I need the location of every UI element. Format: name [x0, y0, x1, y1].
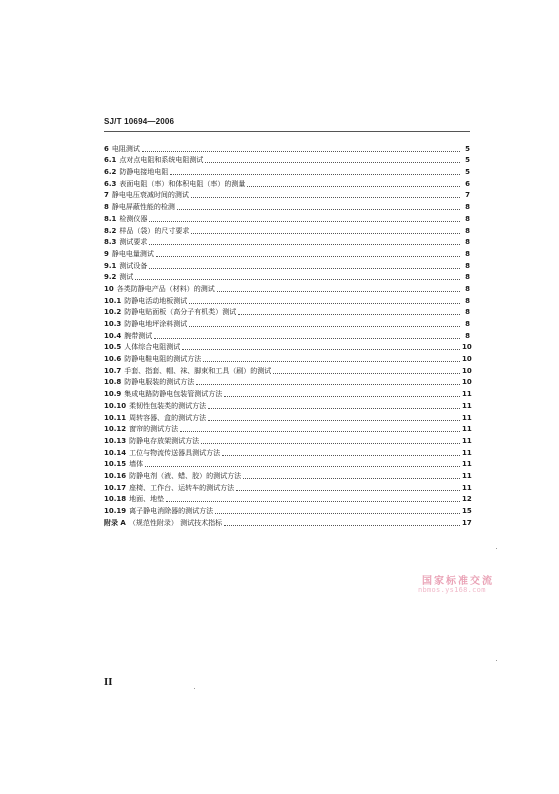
toc-entry-title: 各类防静电产品（材料）的测试	[116, 284, 215, 293]
toc-leader-dots	[203, 360, 460, 362]
toc-leader-dots	[135, 278, 460, 280]
toc-leader-dots	[224, 524, 460, 526]
toc-leader-dots	[196, 383, 460, 385]
toc-entry-page: 10	[462, 366, 472, 375]
toc-entry-number: 10.14	[104, 448, 127, 457]
toc-leader-dots	[238, 313, 460, 315]
scan-speck	[496, 548, 497, 549]
toc-leader-dots	[208, 419, 460, 421]
toc-entry-title: 静电电压衰减时间的测试	[111, 191, 189, 200]
toc-entry[interactable]	[104, 352, 470, 364]
toc-entry[interactable]	[104, 387, 470, 399]
toc-leader-dots	[149, 243, 460, 245]
toc-leader-dots	[224, 395, 460, 397]
toc-entry-title: 测试要求	[119, 238, 148, 247]
toc-entry-title: 工位与物流传送器具测试方法	[129, 448, 221, 457]
toc-entry-number: 8	[104, 203, 109, 212]
toc-entry-number: 6.3	[104, 179, 117, 188]
toc-entry-page: 8	[465, 273, 470, 282]
toc-entry-title: 防静电鞋电阻的测试方法	[124, 355, 202, 364]
toc-entry-page: 8	[465, 284, 470, 293]
toc-entry[interactable]	[104, 306, 470, 318]
toc-entry-number: 10.16	[104, 471, 127, 480]
toc-entry-page: 8	[465, 203, 470, 212]
toc-leader-dots	[205, 161, 460, 163]
toc-entry-title: 测试	[119, 273, 134, 282]
toc-entry-title: 电阻测试	[111, 144, 140, 153]
toc-entry-title: 防静电服装的测试方法	[124, 378, 195, 387]
toc-entry-title: 检测仪器	[119, 214, 148, 223]
toc-entry-page: 8	[465, 214, 470, 223]
toc-entry-page: 8	[465, 320, 470, 328]
toc-entry-page: 8	[465, 249, 470, 258]
toc-entry[interactable]	[104, 481, 470, 493]
toc-entry[interactable]	[104, 458, 470, 470]
toc-leader-dots	[166, 500, 460, 502]
header-rule	[104, 131, 470, 132]
toc-entry[interactable]	[104, 446, 470, 458]
toc-entry-number: 10.19	[104, 507, 127, 515]
toc-leader-dots	[180, 430, 460, 432]
toc-entry-page: 5	[465, 156, 470, 165]
toc-entry-title: 地面、地垫	[129, 495, 165, 504]
toc-entry-title: 防静电剂（液、蜡、胶）的测试方法	[129, 471, 242, 480]
toc-entry-title: 样品（袋）的尺寸要求	[119, 226, 190, 235]
toc-entry-title: 座椅、工作台、运转车的测试方法	[129, 483, 235, 492]
toc-entry-number: 6	[104, 144, 109, 153]
toc-entry-number: 9.2	[104, 273, 117, 282]
toc-entry-title: 静电电量测试	[111, 249, 154, 258]
toc-entry-number: 10.17	[104, 483, 127, 492]
toc-entry[interactable]	[104, 376, 470, 388]
toc-entry-number: 10.10	[104, 401, 127, 410]
toc-entry[interactable]	[104, 516, 470, 528]
toc-entry-title: 静电屏蔽性能的检测	[111, 203, 175, 212]
toc-entry[interactable]	[104, 399, 470, 411]
toc-entry-page: 11	[462, 390, 472, 399]
toc-entry-number: 10.15	[104, 460, 127, 469]
toc-entry-page: 10	[462, 355, 472, 364]
toc-leader-dots	[142, 150, 460, 152]
toc-entry[interactable]	[104, 165, 470, 177]
toc-entry-title: 集成电路防静电包装管测试方法	[124, 390, 223, 399]
toc-entry-page: 11	[462, 460, 472, 469]
toc-entry[interactable]	[104, 154, 470, 166]
toc-entry-number: 6.1	[104, 156, 117, 165]
toc-entry-title: 墙体	[129, 460, 144, 469]
toc-entry-number: 9.1	[104, 261, 117, 270]
toc-entry-number: 9	[104, 249, 109, 258]
toc-entry-page: 8	[465, 238, 470, 247]
toc-entry[interactable]	[104, 142, 470, 154]
toc-entry-number: 10.6	[104, 355, 122, 364]
toc-entry-title: 腕带测试	[124, 331, 153, 340]
toc-leader-dots	[189, 325, 460, 327]
toc-entry-title: 人体综合电阻测试	[124, 343, 181, 352]
standard-code-header: SJ/T 10694—2006	[104, 117, 175, 126]
toc-entry-page: 7	[465, 191, 470, 200]
toc-entry-title: 防静电活动地板测试	[124, 296, 188, 305]
toc-entry-page: 10	[462, 378, 472, 387]
toc-entry-page: 8	[465, 296, 470, 305]
toc-entry-page: 11	[462, 448, 472, 457]
toc-entry-page: 11	[462, 413, 472, 422]
toc-entry-title: 防静电地坪涂料测试	[124, 320, 188, 328]
toc-entry[interactable]	[104, 282, 470, 294]
scan-speck	[194, 688, 195, 689]
toc-entry-page: 12	[462, 495, 472, 504]
watermark-url: nbmos.ys168.com	[418, 586, 486, 594]
toc-entry-title: 离子静电消除器的测试方法	[129, 507, 214, 515]
toc-entry-number: 10.13	[104, 436, 127, 445]
toc-entry-title: 周转容器、盒的测试方法	[129, 413, 207, 422]
toc-entry[interactable]	[104, 294, 470, 306]
toc-leader-dots	[191, 232, 460, 234]
toc-entry-number: 10.7	[104, 366, 122, 375]
toc-entry[interactable]	[104, 259, 470, 271]
toc-entry[interactable]	[104, 200, 470, 212]
toc-entry-title: 测试设备	[119, 261, 148, 270]
scan-speck	[496, 660, 497, 661]
toc-entry[interactable]	[104, 434, 470, 446]
toc-entry-number: 10.2	[104, 308, 122, 317]
toc-entry[interactable]	[104, 493, 470, 505]
toc-entry[interactable]	[104, 317, 470, 329]
toc-entry-number: 10.18	[104, 495, 127, 504]
toc-entry-title: 防静电贴面板（高分子有机类）测试	[124, 308, 237, 317]
toc-entry-title: （规范性附录） 测试技术指标	[128, 518, 223, 527]
toc-entry-number: 10	[104, 284, 114, 293]
toc-entry-number: 10.8	[104, 378, 122, 387]
toc-entry[interactable]	[104, 271, 470, 283]
toc-entry-page: 10	[462, 343, 472, 352]
toc-entry-page: 8	[465, 261, 470, 270]
toc-entry-number: 10.5	[104, 343, 122, 352]
toc-entry[interactable]	[104, 212, 470, 224]
toc-entry-page: 8	[465, 226, 470, 235]
toc-entry[interactable]	[104, 504, 470, 516]
toc-entry-page: 8	[465, 308, 470, 317]
toc-leader-dots	[208, 407, 460, 409]
toc-entry[interactable]	[104, 411, 470, 423]
toc-leader-dots	[236, 489, 460, 491]
toc-entry-title: 柔韧性包装类的测试方法	[129, 401, 207, 410]
toc-leader-dots	[247, 185, 460, 187]
toc-leader-dots	[217, 290, 460, 292]
toc-leader-dots	[191, 196, 460, 198]
toc-entry-title: 手套、指套、帽、袜、脚束和工具（刷）的测试	[124, 366, 272, 375]
toc-entry-title: 窗帘的测试方法	[129, 425, 179, 434]
table-of-contents	[104, 142, 470, 528]
toc-entry-page: 11	[462, 436, 472, 445]
toc-leader-dots	[149, 220, 460, 222]
toc-leader-dots	[243, 477, 460, 479]
toc-entry-page: 6	[465, 179, 470, 188]
toc-entry[interactable]	[104, 236, 470, 248]
page-number: II	[104, 678, 113, 688]
toc-entry-number: 6.2	[104, 168, 117, 177]
toc-entry-page: 8	[465, 331, 470, 340]
toc-leader-dots	[222, 454, 460, 456]
toc-entry[interactable]	[104, 189, 470, 201]
toc-entry-title: 防静电接地电阻	[119, 168, 169, 177]
toc-entry[interactable]	[104, 423, 470, 435]
toc-leader-dots	[182, 348, 460, 350]
toc-entry[interactable]	[104, 341, 470, 353]
toc-entry-number: 10.12	[104, 425, 127, 434]
toc-entry-page: 17	[462, 518, 472, 527]
toc-entry-number: 8.3	[104, 238, 117, 247]
toc-entry-title: 表面电阻（率）和体积电阻（率）的测量	[119, 179, 246, 188]
watermark-text: 国家标准交流	[422, 576, 494, 587]
toc-entry-title: 防静电存放架测试方法	[129, 436, 200, 445]
toc-entry-page: 11	[462, 471, 472, 480]
toc-entry-number: 8.1	[104, 214, 117, 223]
toc-entry-page: 11	[462, 425, 472, 434]
toc-entry[interactable]	[104, 177, 470, 189]
toc-entry-page: 5	[465, 168, 470, 177]
toc-leader-dots	[273, 372, 460, 374]
toc-entry-page: 11	[462, 483, 472, 492]
toc-entry-page: 15	[462, 507, 472, 515]
toc-entry[interactable]	[104, 364, 470, 376]
toc-leader-dots	[145, 465, 460, 467]
toc-entry-number: 7	[104, 191, 109, 200]
toc-leader-dots	[170, 173, 460, 175]
toc-leader-dots	[149, 267, 460, 269]
toc-leader-dots	[201, 442, 460, 444]
toc-entry[interactable]	[104, 329, 470, 341]
toc-entry-number: 10.3	[104, 320, 122, 328]
toc-entry-page: 5	[465, 144, 470, 153]
toc-entry-number: 10.9	[104, 390, 122, 399]
toc-leader-dots	[156, 255, 460, 257]
toc-leader-dots	[189, 302, 460, 304]
toc-entry[interactable]	[104, 224, 470, 236]
toc-entry-title: 点对点电阻和系统电阻测试	[119, 156, 204, 165]
toc-entry[interactable]	[104, 469, 470, 481]
toc-leader-dots	[154, 337, 460, 339]
toc-entry-number: 10.1	[104, 296, 122, 305]
toc-entry-number: 10.11	[104, 413, 127, 422]
toc-entry-number: 8.2	[104, 226, 117, 235]
toc-leader-dots	[215, 512, 460, 514]
toc-entry-number: 附录 A	[104, 518, 126, 527]
toc-entry[interactable]	[104, 247, 470, 259]
toc-leader-dots	[177, 208, 460, 210]
toc-entry-number: 10.4	[104, 331, 122, 340]
toc-entry-page: 11	[462, 401, 472, 410]
